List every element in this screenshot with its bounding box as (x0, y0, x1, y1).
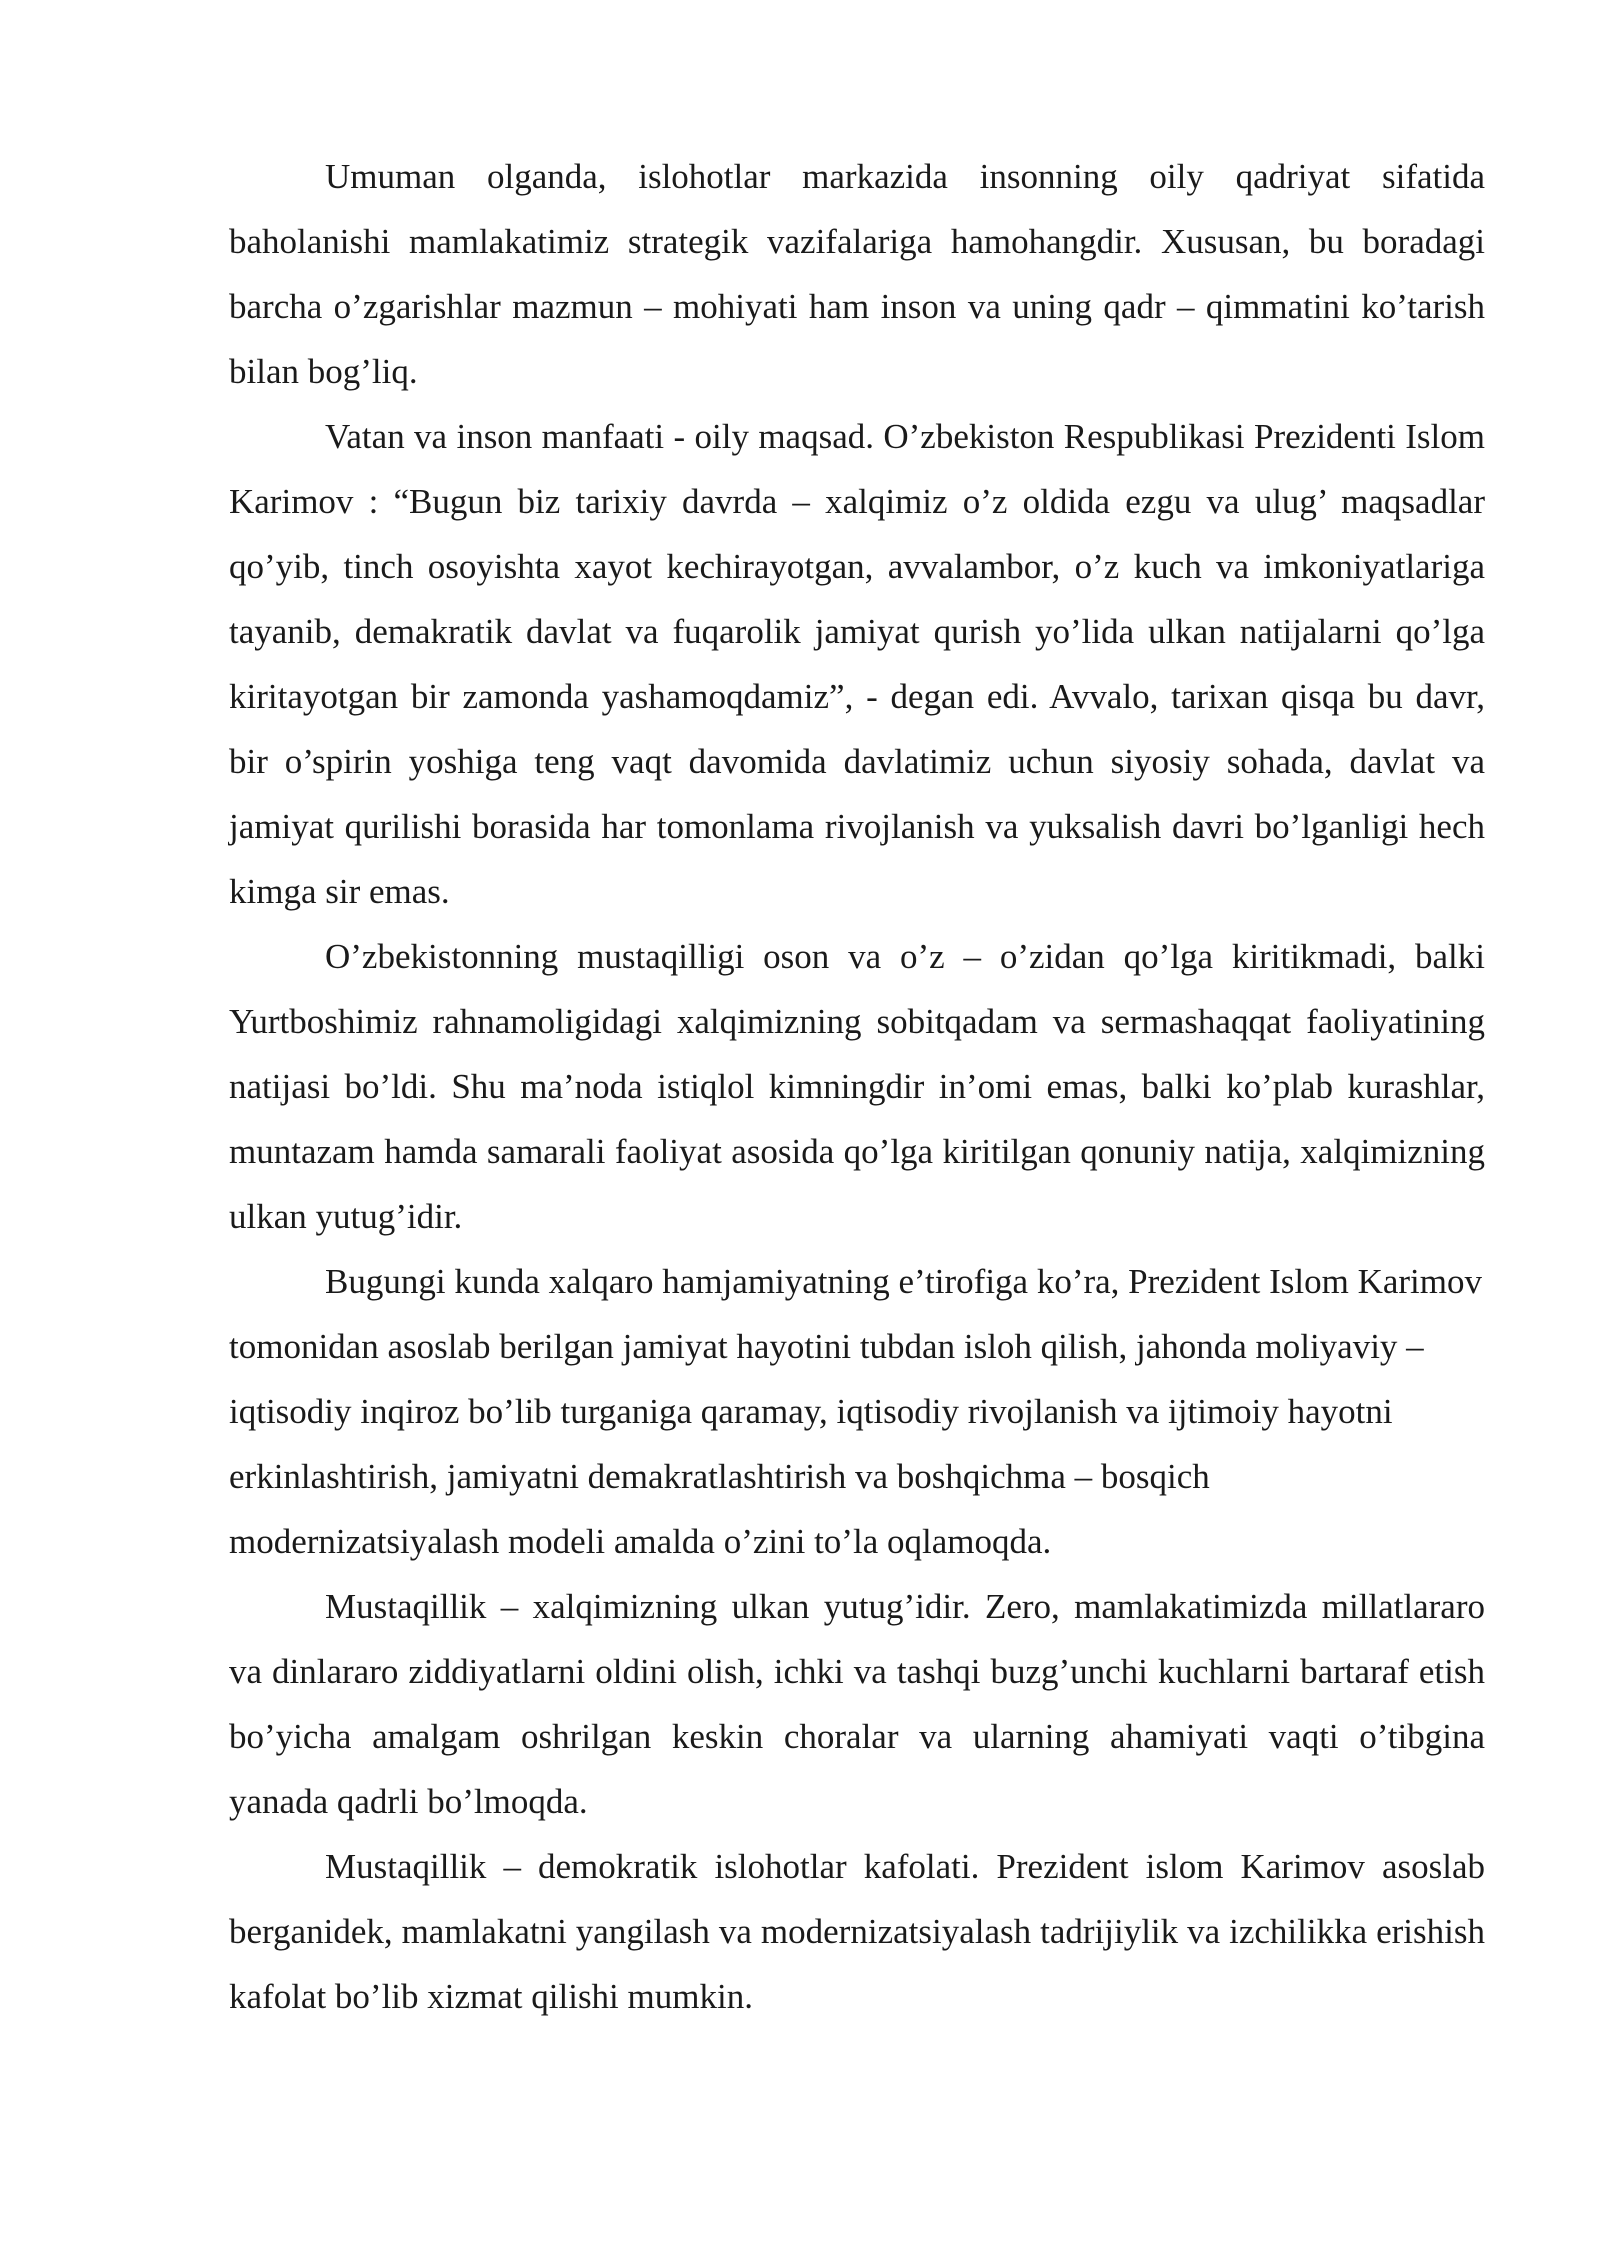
paragraph-4: Bugungi kunda xalqaro hamjamiyatning e’tirofiga ko’ra, Prezident Islom Karimov tomonidan asoslab berilgan jamiyat hayotini tubdan isloh qilish, jahonda moliyaviy – iqtisodiy inqiroz bo’lib turganiga qaramay, iqtisodiy rivojlanish va ijtimoiy hayotni erkinlashtirish, jamiyatni demakratlashtirish va boshqichma – bosqich modernizatsiyalash modeli amalda o’zini to’la oqlamoqda. (229, 1262, 1482, 1561)
document-body (229, 144, 1485, 2029)
paragraph-1: Umuman olganda, islohotlar markazida insonning oily qadriyat sifatida baholanishi mamlakatimiz strategik vazifalariga hamohangdir. Xususan, bu boradagi barcha o’zgarishlar mazmun – mohiyati ham inson va uning qadr – qimmatini ko’tarish bilan bog’liq. (229, 157, 1485, 391)
paragraph-5: Mustaqillik – xalqimizning ulkan yutug’idir. Zero, mamlakatimizda millatlararo va dinlararo ziddiyatlarni oldini olish, ichki va tashqi buzg’unchi kuchlarni bartaraf etish bo’yicha amalgam oshrilgan keskin choralar va ularning ahamiyati vaqti o’tibgina yanada qadrli bo’lmoqda. (229, 1587, 1485, 1821)
paragraph-3: O’zbekistonning mustaqilligi oson va o’z – o’zidan qo’lga kiritikmadi, balki Yurtboshimiz rahnamoligidagi xalqimizning sobitqadam va sermashaqqat faoliyatining natijasi bo’ldi. Shu ma’noda istiqlol kimningdir in’omi emas, balki ko’plab kurashlar, muntazam hamda samarali faoliyat asosida qo’lga kiritilgan qonuniy natija, xalqimizning ulkan yutug’idir. (229, 937, 1485, 1236)
paragraph-2: Vatan va inson manfaati - oily maqsad. O’zbekiston Respublikasi Prezidenti Islom Karimov : “Bugun biz tarixiy davrda – xalqimiz o’z oldida ezgu va ulug’ maqsadlar qo’yib, tinch osoyishta xayot kechirayotgan, avvalambor, o’z kuch va imkoniyatlariga tayanib, demakratik davlat va fuqarolik jamiyat qurish yo’lida ulkan natijalarni qo’lga kiritayotgan bir zamonda yashamoqdamiz”, - degan edi. Avvalo, tarixan qisqa bu davr, bir o’spirin yoshiga teng vaqt davomida davlatimiz uchun siyosiy sohada, davlat va jamiyat qurilishi borasida har tomonlama rivojlanish va yuksalish davri bo’lganligi hech kimga sir emas. (229, 417, 1485, 911)
paragraph-6: Mustaqillik – demokratik islohotlar kafolati. Prezident islom Karimov asoslab berganidek, mamlakatni yangilash va modernizatsiyalash tadrijiylik va izchilikka erishish kafolat bo’lib xizmat qilishi mumkin. (229, 1847, 1485, 2016)
